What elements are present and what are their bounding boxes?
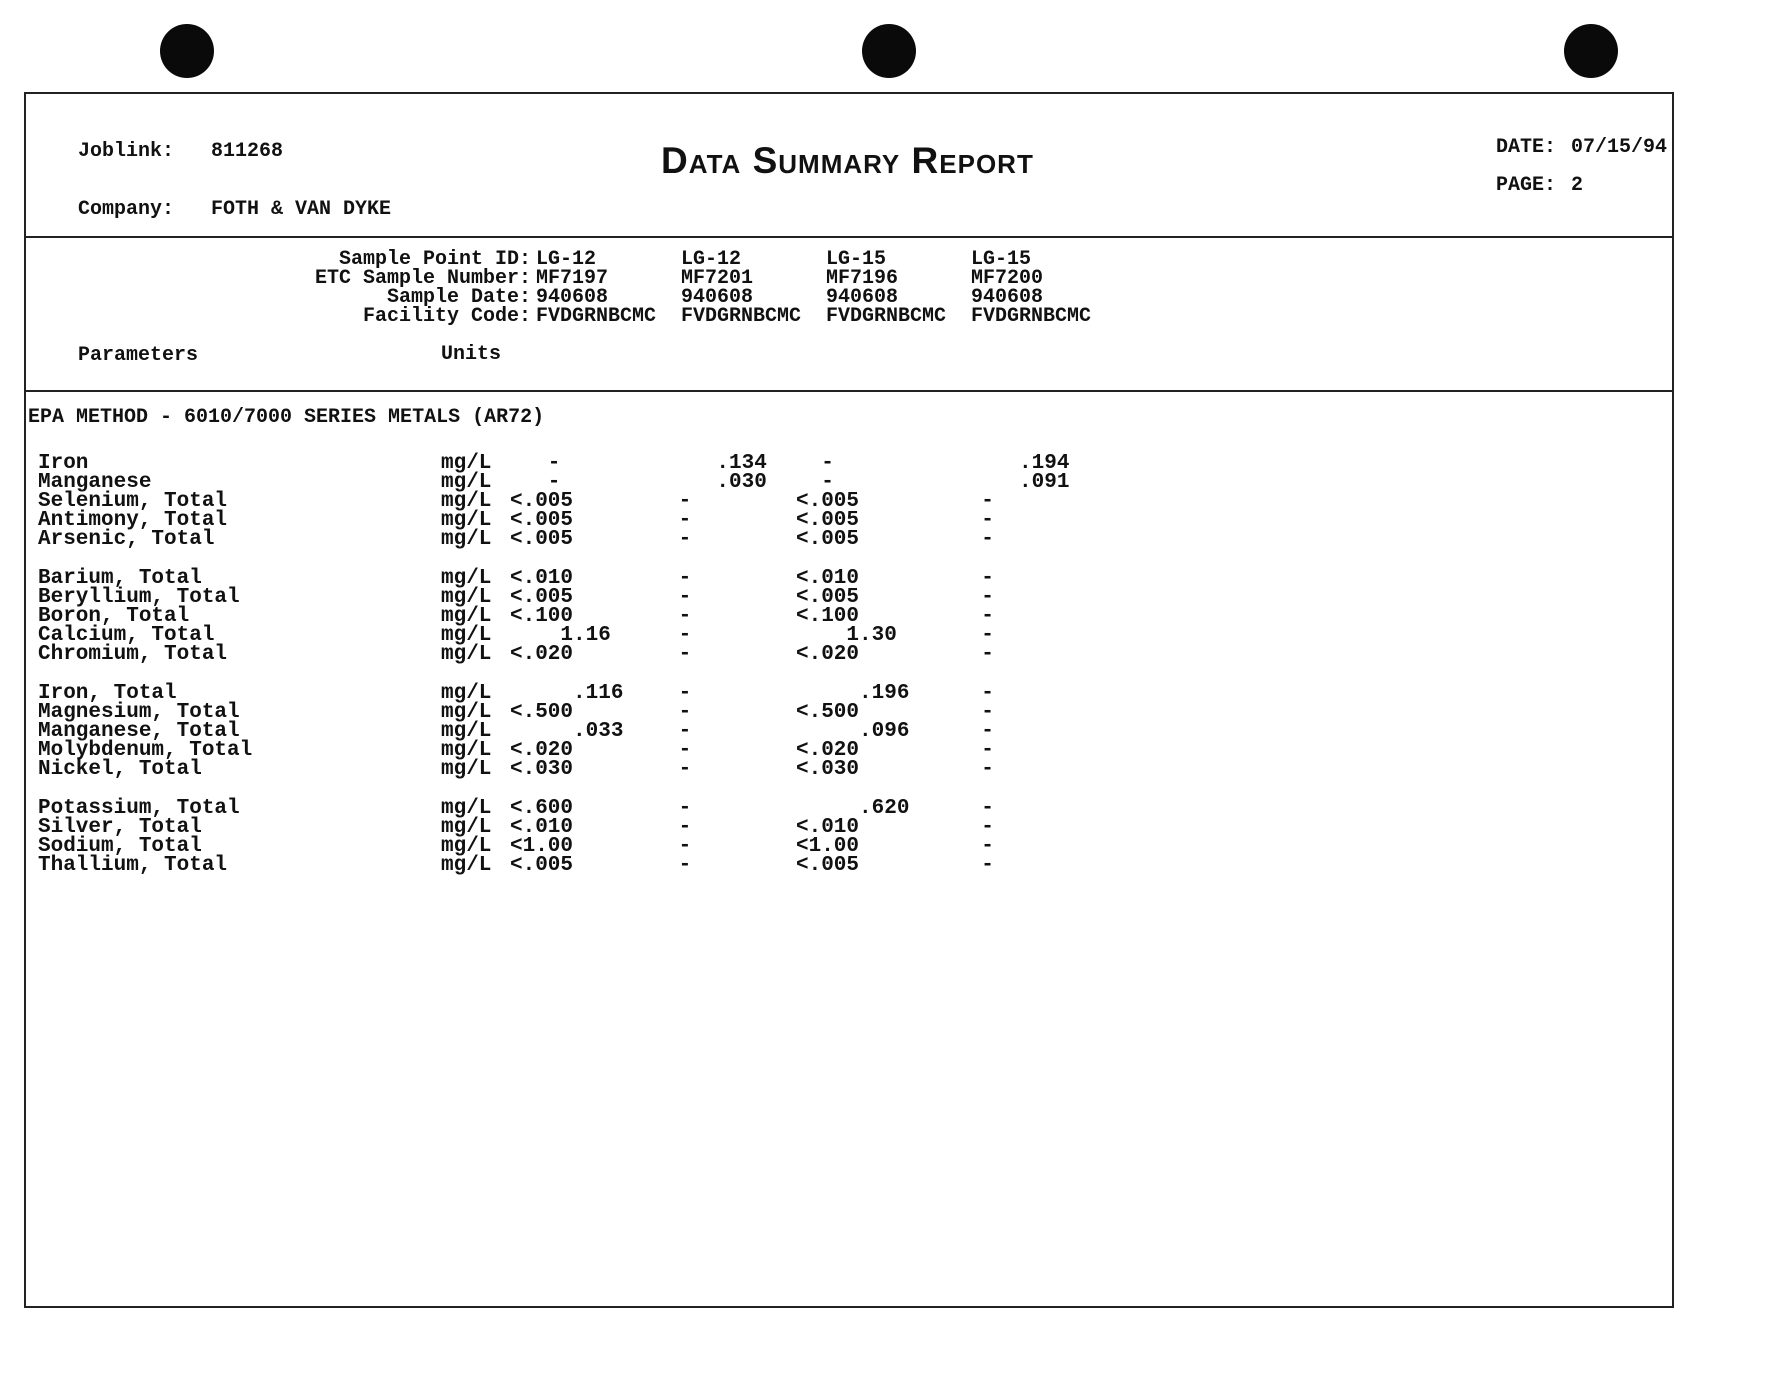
table-row bbox=[26, 605, 1226, 628]
sample-date-4: 940608 bbox=[971, 286, 1044, 309]
value-col-4: - bbox=[956, 739, 994, 762]
parameter-name: Antimony, Total bbox=[38, 509, 228, 532]
value-col-2: .030 bbox=[666, 471, 767, 494]
table-row bbox=[26, 835, 1226, 858]
value-col-2: - bbox=[666, 682, 692, 705]
value-col-4: - bbox=[956, 643, 994, 666]
parameter-name: Thallium, Total bbox=[38, 854, 228, 877]
sample-point-label: Sample Point ID: bbox=[338, 248, 531, 271]
value-col-3: <.005 bbox=[796, 490, 860, 513]
parameter-name: Iron bbox=[38, 452, 89, 475]
value-col-1: <1.00 bbox=[510, 835, 574, 858]
parameter-name: Barium, Total bbox=[38, 567, 202, 590]
value-col-4: - bbox=[956, 509, 994, 532]
value-col-1: <.020 bbox=[510, 643, 574, 666]
table-row bbox=[26, 528, 1226, 551]
parameter-name: Manganese bbox=[38, 471, 152, 494]
facility-code-4: FVDGRNBCMC bbox=[971, 305, 1092, 328]
table-row bbox=[26, 739, 1226, 762]
value-col-1: 1.16 bbox=[510, 624, 611, 647]
table-row bbox=[26, 720, 1226, 743]
punch-hole-middle bbox=[862, 24, 916, 78]
value-col-3: - bbox=[796, 471, 834, 494]
sample-date-2: 940608 bbox=[681, 286, 754, 309]
value-col-1: <.005 bbox=[510, 490, 574, 513]
facility-code-3: FVDGRNBCMC bbox=[826, 305, 947, 328]
unit: mg/L bbox=[441, 586, 492, 609]
unit: mg/L bbox=[441, 471, 492, 494]
section-title: EPA METHOD - 6010/7000 SERIES METALS (AR72) bbox=[28, 406, 545, 429]
value-col-3: 1.30 bbox=[796, 624, 897, 647]
sample-number-1: MF7197 bbox=[536, 267, 609, 290]
value-col-3: .620 bbox=[796, 797, 910, 820]
value-col-2: - bbox=[666, 586, 692, 609]
sample-date-3: 940608 bbox=[826, 286, 899, 309]
page-value: 2 bbox=[1571, 174, 1584, 197]
value-col-1: <.005 bbox=[510, 854, 574, 877]
report-title: Data Summary Report bbox=[661, 140, 1034, 181]
table-row bbox=[26, 701, 1226, 724]
report-header bbox=[26, 94, 1672, 238]
table-row bbox=[26, 624, 1226, 647]
value-col-3: <.020 bbox=[796, 643, 860, 666]
value-col-1: <.100 bbox=[510, 605, 574, 628]
value-col-3: <.030 bbox=[796, 758, 860, 781]
punch-hole-right bbox=[1564, 24, 1618, 78]
company-label: Company: bbox=[78, 198, 175, 221]
value-col-2: - bbox=[666, 854, 692, 877]
value-col-3: .196 bbox=[796, 682, 910, 705]
value-col-4: - bbox=[956, 605, 994, 628]
value-col-4: - bbox=[956, 586, 994, 609]
value-col-2: - bbox=[666, 835, 692, 858]
punch-hole-left bbox=[160, 24, 214, 78]
page-label: PAGE: bbox=[1496, 174, 1557, 197]
unit: mg/L bbox=[441, 720, 492, 743]
value-col-3: <.500 bbox=[796, 701, 860, 724]
company-value: FOTH & VAN DYKE bbox=[211, 198, 392, 221]
sample-info-section bbox=[26, 236, 1672, 392]
value-col-3: <.005 bbox=[796, 586, 860, 609]
value-col-4: .091 bbox=[956, 471, 1070, 494]
value-col-1: - bbox=[510, 452, 561, 475]
sample-point-2: LG-12 bbox=[681, 248, 742, 271]
value-col-3: <.005 bbox=[796, 854, 860, 877]
value-col-1: .116 bbox=[510, 682, 624, 705]
sample-number-3: MF7196 bbox=[826, 267, 899, 290]
value-col-1: <.020 bbox=[510, 739, 574, 762]
unit: mg/L bbox=[441, 835, 492, 858]
value-col-4: - bbox=[956, 854, 994, 877]
value-col-2: .134 bbox=[666, 452, 767, 475]
value-col-2: - bbox=[666, 509, 692, 532]
table-row bbox=[26, 567, 1226, 590]
parameter-name: Manganese, Total bbox=[38, 720, 240, 743]
table-row bbox=[26, 490, 1226, 513]
table-row bbox=[26, 758, 1226, 781]
value-col-2: - bbox=[666, 701, 692, 724]
date-label: DATE: bbox=[1496, 136, 1557, 159]
value-col-3: <.100 bbox=[796, 605, 860, 628]
table-row bbox=[26, 471, 1226, 494]
table-row bbox=[26, 854, 1226, 877]
unit: mg/L bbox=[441, 758, 492, 781]
date-value: 07/15/94 bbox=[1571, 136, 1668, 159]
unit: mg/L bbox=[441, 567, 492, 590]
table-row bbox=[26, 816, 1226, 839]
value-col-4: - bbox=[956, 835, 994, 858]
value-col-1: <.010 bbox=[510, 567, 574, 590]
parameters-header: Parameters bbox=[78, 344, 199, 367]
value-col-4: - bbox=[956, 816, 994, 839]
value-col-1: <.600 bbox=[510, 797, 574, 820]
value-col-2: - bbox=[666, 739, 692, 762]
value-col-4: - bbox=[956, 701, 994, 724]
parameter-name: Beryllium, Total bbox=[38, 586, 240, 609]
value-col-3: <1.00 bbox=[796, 835, 860, 858]
unit: mg/L bbox=[441, 509, 492, 532]
value-col-1: - bbox=[510, 471, 561, 494]
unit: mg/L bbox=[441, 797, 492, 820]
parameter-name: Potassium, Total bbox=[38, 797, 240, 820]
value-col-2: - bbox=[666, 720, 692, 743]
table-row bbox=[26, 586, 1226, 609]
value-col-1: <.005 bbox=[510, 509, 574, 532]
parameter-name: Sodium, Total bbox=[38, 835, 202, 858]
parameter-name: Arsenic, Total bbox=[38, 528, 215, 551]
value-col-4: .194 bbox=[956, 452, 1070, 475]
unit: mg/L bbox=[441, 490, 492, 513]
value-col-2: - bbox=[666, 624, 692, 647]
unit: mg/L bbox=[441, 739, 492, 762]
parameter-name: Selenium, Total bbox=[38, 490, 228, 513]
unit: mg/L bbox=[441, 854, 492, 877]
report-frame bbox=[24, 92, 1674, 1308]
value-col-1: .033 bbox=[510, 720, 624, 743]
value-col-1: <.010 bbox=[510, 816, 574, 839]
value-col-4: - bbox=[956, 490, 994, 513]
value-col-3: <.020 bbox=[796, 739, 860, 762]
value-col-2: - bbox=[666, 758, 692, 781]
parameter-name: Calcium, Total bbox=[38, 624, 215, 647]
facility-code-1: FVDGRNBCMC bbox=[536, 305, 657, 328]
sample-date-label: Sample Date: bbox=[386, 286, 531, 309]
value-col-4: - bbox=[956, 682, 994, 705]
value-col-4: - bbox=[956, 624, 994, 647]
value-col-2: - bbox=[666, 605, 692, 628]
sample-point-3: LG-15 bbox=[826, 248, 887, 271]
unit: mg/L bbox=[441, 816, 492, 839]
parameter-name: Boron, Total bbox=[38, 605, 190, 628]
value-col-1: <.030 bbox=[510, 758, 574, 781]
table-row bbox=[26, 643, 1226, 666]
unit: mg/L bbox=[441, 624, 492, 647]
value-col-2: - bbox=[666, 567, 692, 590]
value-col-4: - bbox=[956, 758, 994, 781]
value-col-3: <.005 bbox=[796, 528, 860, 551]
unit: mg/L bbox=[441, 528, 492, 551]
value-col-1: <.005 bbox=[510, 528, 574, 551]
table-row bbox=[26, 509, 1226, 532]
value-col-2: - bbox=[666, 490, 692, 513]
value-col-4: - bbox=[956, 567, 994, 590]
unit: mg/L bbox=[441, 701, 492, 724]
table-row bbox=[26, 797, 1226, 820]
value-col-4: - bbox=[956, 797, 994, 820]
sample-number-2: MF7201 bbox=[681, 267, 754, 290]
value-col-2: - bbox=[666, 528, 692, 551]
parameter-name: Silver, Total bbox=[38, 816, 202, 839]
value-col-3: .096 bbox=[796, 720, 910, 743]
value-col-2: - bbox=[666, 797, 692, 820]
table-row bbox=[26, 452, 1226, 475]
joblink-value: 811268 bbox=[211, 140, 284, 163]
sample-point-1: LG-12 bbox=[536, 248, 597, 271]
value-col-4: - bbox=[956, 528, 994, 551]
parameter-name: Nickel, Total bbox=[38, 758, 202, 781]
sample-number-4: MF7200 bbox=[971, 267, 1044, 290]
joblink-label: Joblink: bbox=[78, 140, 175, 163]
parameter-name: Iron, Total bbox=[38, 682, 177, 705]
parameter-name: Chromium, Total bbox=[38, 643, 228, 666]
unit: mg/L bbox=[441, 682, 492, 705]
sample-point-4: LG-15 bbox=[971, 248, 1032, 271]
parameter-name: Magnesium, Total bbox=[38, 701, 240, 724]
etc-sample-number-label: ETC Sample Number: bbox=[314, 267, 531, 290]
value-col-3: <.005 bbox=[796, 509, 860, 532]
value-col-1: <.005 bbox=[510, 586, 574, 609]
value-col-3: <.010 bbox=[796, 567, 860, 590]
value-col-2: - bbox=[666, 816, 692, 839]
value-col-4: - bbox=[956, 720, 994, 743]
table-row bbox=[26, 682, 1226, 705]
value-col-3: <.010 bbox=[796, 816, 860, 839]
value-col-1: <.500 bbox=[510, 701, 574, 724]
parameter-name: Molybdenum, Total bbox=[38, 739, 253, 762]
facility-code-2: FVDGRNBCMC bbox=[681, 305, 802, 328]
unit: mg/L bbox=[441, 605, 492, 628]
value-col-3: - bbox=[796, 452, 834, 475]
sample-date-1: 940608 bbox=[536, 286, 609, 309]
unit: mg/L bbox=[441, 643, 492, 666]
units-header: Units bbox=[441, 343, 502, 366]
value-col-2: - bbox=[666, 643, 692, 666]
facility-code-label: Facility Code: bbox=[362, 305, 531, 328]
unit: mg/L bbox=[441, 452, 492, 475]
